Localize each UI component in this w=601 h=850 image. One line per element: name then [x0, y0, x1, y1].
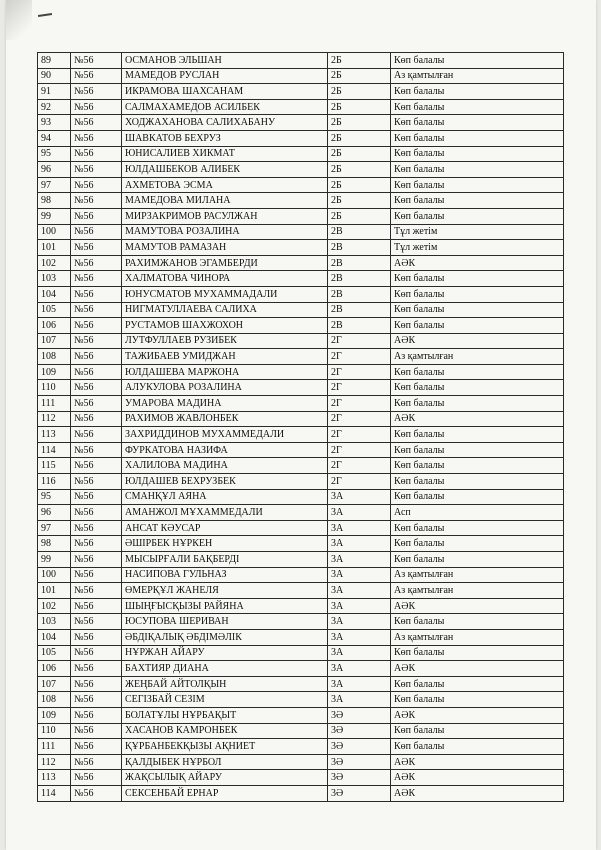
status-cell: АӘК	[391, 770, 564, 786]
class-cell: 2Б	[328, 99, 391, 115]
status-cell: Көп балалы	[391, 474, 564, 490]
class-cell: 2В	[328, 224, 391, 240]
row-number-cell: 100	[38, 567, 71, 583]
row-number-cell: 109	[38, 707, 71, 723]
status-cell: Көп балалы	[391, 614, 564, 630]
class-cell: 2В	[328, 271, 391, 287]
row-number-cell: 103	[38, 271, 71, 287]
class-cell: 3А	[328, 552, 391, 568]
row-number-cell: 102	[38, 598, 71, 614]
status-cell: Көп балалы	[391, 676, 564, 692]
status-cell: Көп балалы	[391, 442, 564, 458]
school-cell: №56	[71, 286, 122, 302]
table-row	[38, 474, 564, 490]
table-row	[38, 707, 564, 723]
school-cell: №56	[71, 396, 122, 412]
class-cell: 2Б	[328, 115, 391, 131]
status-cell: Аз қамтылған	[391, 68, 564, 84]
table-row	[38, 411, 564, 427]
class-cell: 2Г	[328, 474, 391, 490]
table-row	[38, 598, 564, 614]
status-cell: Көп балалы	[391, 489, 564, 505]
table-row	[38, 302, 564, 318]
school-cell: №56	[71, 785, 122, 801]
school-cell: №56	[71, 99, 122, 115]
row-number-cell: 108	[38, 692, 71, 708]
class-cell: 2Б	[328, 193, 391, 209]
row-number-cell: 99	[38, 208, 71, 224]
table-row	[38, 489, 564, 505]
student-name-cell: АЛУКУЛОВА РОЗАЛИНА	[122, 380, 328, 396]
student-name-cell: ӨМЕРҚҰЛ ЖАНЕЛЯ	[122, 583, 328, 599]
student-name-cell: НАСИПОВА ГУЛЬНАЗ	[122, 567, 328, 583]
school-cell: №56	[71, 333, 122, 349]
row-number-cell: 112	[38, 411, 71, 427]
status-cell: Көп балалы	[391, 536, 564, 552]
table-row	[38, 520, 564, 536]
row-number-cell: 108	[38, 349, 71, 365]
student-name-cell: БАХТИЯР ДИАНА	[122, 661, 328, 677]
class-cell: 2Б	[328, 130, 391, 146]
status-cell: Көп балалы	[391, 645, 564, 661]
table-row	[38, 333, 564, 349]
school-cell: №56	[71, 629, 122, 645]
table-row	[38, 567, 564, 583]
table-row	[38, 271, 564, 287]
school-cell: №56	[71, 661, 122, 677]
row-number-cell: 100	[38, 224, 71, 240]
status-cell: Көп балалы	[391, 193, 564, 209]
status-cell: Көп балалы	[391, 53, 564, 69]
class-cell: 3Ә	[328, 770, 391, 786]
student-name-cell: ИКРАМОВА ШАХСАНАМ	[122, 84, 328, 100]
class-cell: 3А	[328, 614, 391, 630]
table-row	[38, 53, 564, 69]
status-cell: Көп балалы	[391, 177, 564, 193]
status-cell: Көп балалы	[391, 146, 564, 162]
table-row	[38, 146, 564, 162]
table-row	[38, 286, 564, 302]
table-row	[38, 739, 564, 755]
student-name-cell: ХАЛИЛОВА МАДИНА	[122, 458, 328, 474]
school-cell: №56	[71, 411, 122, 427]
table-row	[38, 208, 564, 224]
school-cell: №56	[71, 130, 122, 146]
class-cell: 2Б	[328, 162, 391, 178]
roster-body	[38, 53, 564, 802]
row-number-cell: 98	[38, 193, 71, 209]
school-cell: №56	[71, 146, 122, 162]
status-cell: Асп	[391, 505, 564, 521]
table-row	[38, 224, 564, 240]
row-number-cell: 94	[38, 130, 71, 146]
student-name-cell: СЕГІЗБАЙ СЕЗІМ	[122, 692, 328, 708]
student-name-cell: ЮЛДАШЕВ БЕХРУЗБЕК	[122, 474, 328, 490]
status-cell: Көп балалы	[391, 692, 564, 708]
class-cell: 3Ә	[328, 785, 391, 801]
row-number-cell: 107	[38, 676, 71, 692]
school-cell: №56	[71, 240, 122, 256]
class-cell: 2Г	[328, 349, 391, 365]
row-number-cell: 109	[38, 364, 71, 380]
student-name-cell: ЮЛДАШБЕКОВ АЛИБЕК	[122, 162, 328, 178]
status-cell: Көп балалы	[391, 520, 564, 536]
row-number-cell: 89	[38, 53, 71, 69]
class-cell: 2В	[328, 302, 391, 318]
table-row	[38, 240, 564, 256]
class-cell: 3А	[328, 629, 391, 645]
student-name-cell: ЮНУСМАТОВ МУХАММАДАЛИ	[122, 286, 328, 302]
school-cell: №56	[71, 115, 122, 131]
student-name-cell: ЮНИСАЛИЕВ ХИКМАТ	[122, 146, 328, 162]
student-name-cell: МАМУТОВ РАМАЗАН	[122, 240, 328, 256]
row-number-cell: 99	[38, 552, 71, 568]
school-cell: №56	[71, 536, 122, 552]
student-name-cell: ӘШІРБЕК НҰРКЕН	[122, 536, 328, 552]
status-cell: Көп балалы	[391, 427, 564, 443]
student-name-cell: ФУРКАТОВА НАЗИФА	[122, 442, 328, 458]
student-name-cell: ХАСАНОВ КАМРОНБЕК	[122, 723, 328, 739]
student-name-cell: ХАЛМАТОВА ЧИНОРА	[122, 271, 328, 287]
row-number-cell: 92	[38, 99, 71, 115]
student-name-cell: ЛУТФУЛЛАЕВ РУЗИБЕК	[122, 333, 328, 349]
school-cell: №56	[71, 598, 122, 614]
school-cell: №56	[71, 68, 122, 84]
row-number-cell: 97	[38, 177, 71, 193]
school-cell: №56	[71, 193, 122, 209]
table-row	[38, 505, 564, 521]
school-cell: №56	[71, 318, 122, 334]
row-number-cell: 95	[38, 146, 71, 162]
student-name-cell: МЫСЫРҒАЛИ БАҚБЕРДІ	[122, 552, 328, 568]
status-cell: Аз қамтылған	[391, 349, 564, 365]
student-name-cell: РАХИМОВ ЖАВЛОНБЕК	[122, 411, 328, 427]
table-row	[38, 583, 564, 599]
status-cell: Көп балалы	[391, 115, 564, 131]
status-cell: АӘК	[391, 661, 564, 677]
row-number-cell: 93	[38, 115, 71, 131]
table-row	[38, 115, 564, 131]
status-cell: Көп балалы	[391, 286, 564, 302]
student-name-cell: ӘБДІҚАЛЫҚ ӘБДІМӘЛІК	[122, 629, 328, 645]
school-cell: №56	[71, 162, 122, 178]
row-number-cell: 91	[38, 84, 71, 100]
student-name-cell: ШЫҢҒЫСҚЫЗЫ РАЙЯНА	[122, 598, 328, 614]
class-cell: 2В	[328, 255, 391, 271]
school-cell: №56	[71, 474, 122, 490]
class-cell: 2В	[328, 318, 391, 334]
table-row	[38, 645, 564, 661]
class-cell: 3Ә	[328, 754, 391, 770]
row-number-cell: 110	[38, 723, 71, 739]
status-cell: АӘК	[391, 333, 564, 349]
row-number-cell: 115	[38, 458, 71, 474]
school-cell: №56	[71, 692, 122, 708]
table-row	[38, 692, 564, 708]
student-name-cell: МИРЗАКРИМОВ РАСУЛЖАН	[122, 208, 328, 224]
table-row	[38, 770, 564, 786]
table-row	[38, 661, 564, 677]
school-cell: №56	[71, 489, 122, 505]
table-row	[38, 536, 564, 552]
school-cell: №56	[71, 676, 122, 692]
status-cell: Көп балалы	[391, 130, 564, 146]
row-number-cell: 104	[38, 286, 71, 302]
class-cell: 3А	[328, 489, 391, 505]
student-name-cell: ЗАХРИДДИНОВ МУХАММЕДАЛИ	[122, 427, 328, 443]
table-row	[38, 255, 564, 271]
table-row	[38, 552, 564, 568]
class-cell: 3Ә	[328, 739, 391, 755]
status-cell: Көп балалы	[391, 739, 564, 755]
row-number-cell: 102	[38, 255, 71, 271]
row-number-cell: 95	[38, 489, 71, 505]
status-cell: АӘК	[391, 754, 564, 770]
school-cell: №56	[71, 427, 122, 443]
document-page	[6, 0, 596, 850]
student-name-cell: МАМЕДОВ РУСЛАН	[122, 68, 328, 84]
table-row	[38, 84, 564, 100]
table-row	[38, 380, 564, 396]
status-cell: АӘК	[391, 598, 564, 614]
student-name-cell: АНСАТ КӘУСАР	[122, 520, 328, 536]
student-name-cell: РУСТАМОВ ШАХЖОХОН	[122, 318, 328, 334]
school-cell: №56	[71, 380, 122, 396]
class-cell: 2Г	[328, 380, 391, 396]
status-cell: Көп балалы	[391, 380, 564, 396]
student-name-cell: УМАРОВА МАДИНА	[122, 396, 328, 412]
table-row	[38, 396, 564, 412]
row-number-cell: 101	[38, 583, 71, 599]
student-name-cell: ХОДЖАХАНОВА САЛИХАБАНУ	[122, 115, 328, 131]
table-row	[38, 754, 564, 770]
student-name-cell: ЖАҚСЫЛЫҚ АЙАРУ	[122, 770, 328, 786]
student-name-cell: СМАНҚҰЛ АЯНА	[122, 489, 328, 505]
student-name-cell: НИГМАТУЛЛАЕВА САЛИХА	[122, 302, 328, 318]
status-cell: Көп балалы	[391, 723, 564, 739]
school-cell: №56	[71, 349, 122, 365]
school-cell: №56	[71, 614, 122, 630]
table-row	[38, 99, 564, 115]
status-cell: Көп балалы	[391, 552, 564, 568]
pen-mark	[38, 13, 52, 17]
row-number-cell: 98	[38, 536, 71, 552]
student-name-cell: СЕКСЕНБАЙ ЕРНАР	[122, 785, 328, 801]
school-cell: №56	[71, 458, 122, 474]
school-cell: №56	[71, 302, 122, 318]
status-cell: АӘК	[391, 411, 564, 427]
class-cell: 3А	[328, 645, 391, 661]
status-cell: Аз қамтылған	[391, 629, 564, 645]
class-cell: 2Б	[328, 53, 391, 69]
class-cell: 2Б	[328, 177, 391, 193]
class-cell: 2Г	[328, 396, 391, 412]
status-cell: АӘК	[391, 707, 564, 723]
student-name-cell: АМАНЖОЛ МҰХАММЕДАЛИ	[122, 505, 328, 521]
class-cell: 3А	[328, 676, 391, 692]
school-cell: №56	[71, 177, 122, 193]
class-cell: 2Г	[328, 442, 391, 458]
class-cell: 3А	[328, 598, 391, 614]
row-number-cell: 106	[38, 661, 71, 677]
student-name-cell: РАХИМЖАНОВ ЭГАМБЕРДИ	[122, 255, 328, 271]
status-cell: Көп балалы	[391, 364, 564, 380]
school-cell: №56	[71, 505, 122, 521]
row-number-cell: 110	[38, 380, 71, 396]
row-number-cell: 107	[38, 333, 71, 349]
row-number-cell: 103	[38, 614, 71, 630]
school-cell: №56	[71, 754, 122, 770]
school-cell: №56	[71, 53, 122, 69]
row-number-cell: 114	[38, 442, 71, 458]
student-name-cell: ЮЛДАШЕВА МАРЖОНА	[122, 364, 328, 380]
class-cell: 3А	[328, 567, 391, 583]
status-cell: Көп балалы	[391, 302, 564, 318]
class-cell: 2Б	[328, 208, 391, 224]
status-cell: Аз қамтылған	[391, 583, 564, 599]
table-row	[38, 68, 564, 84]
row-number-cell: 116	[38, 474, 71, 490]
table-row	[38, 364, 564, 380]
table-row	[38, 349, 564, 365]
row-number-cell: 96	[38, 162, 71, 178]
class-cell: 2Г	[328, 364, 391, 380]
class-cell: 2В	[328, 240, 391, 256]
row-number-cell: 113	[38, 770, 71, 786]
student-name-cell: ОСМАНОВ ЭЛЬШАН	[122, 53, 328, 69]
class-cell: 3А	[328, 520, 391, 536]
status-cell: АӘК	[391, 255, 564, 271]
school-cell: №56	[71, 224, 122, 240]
row-number-cell: 111	[38, 739, 71, 755]
student-name-cell: МАМЕДОВА МИЛАНА	[122, 193, 328, 209]
table-row	[38, 785, 564, 801]
row-number-cell: 113	[38, 427, 71, 443]
row-number-cell: 96	[38, 505, 71, 521]
student-name-cell: МАМУТОВА РОЗАЛИНА	[122, 224, 328, 240]
student-name-cell: ҚАЛДЫБЕК НҰРБОЛ	[122, 754, 328, 770]
school-cell: №56	[71, 770, 122, 786]
school-cell: №56	[71, 567, 122, 583]
status-cell: Аз қамтылған	[391, 567, 564, 583]
school-cell: №56	[71, 707, 122, 723]
school-cell: №56	[71, 739, 122, 755]
status-cell: Тұл жетім	[391, 224, 564, 240]
status-cell: Көп балалы	[391, 99, 564, 115]
table-row	[38, 130, 564, 146]
student-name-cell: ҚҰРБАНБЕКҚЫЗЫ АҚНИЕТ	[122, 739, 328, 755]
class-cell: 3А	[328, 583, 391, 599]
page-edge-shadow	[6, 0, 32, 40]
school-cell: №56	[71, 442, 122, 458]
class-cell: 2Г	[328, 427, 391, 443]
row-number-cell: 105	[38, 645, 71, 661]
school-cell: №56	[71, 364, 122, 380]
student-name-cell: ЖЕҢБАЙ АЙТОЛҚЫН	[122, 676, 328, 692]
student-name-cell: АХМЕТОВА ЭСМА	[122, 177, 328, 193]
table-row	[38, 676, 564, 692]
table-row	[38, 318, 564, 334]
school-cell: №56	[71, 255, 122, 271]
row-number-cell: 114	[38, 785, 71, 801]
status-cell: Көп балалы	[391, 208, 564, 224]
row-number-cell: 111	[38, 396, 71, 412]
table-row	[38, 614, 564, 630]
table-row	[38, 442, 564, 458]
status-cell: Көп балалы	[391, 396, 564, 412]
status-cell: Көп балалы	[391, 271, 564, 287]
school-cell: №56	[71, 84, 122, 100]
row-number-cell: 106	[38, 318, 71, 334]
student-roster-table	[37, 52, 564, 802]
school-cell: №56	[71, 552, 122, 568]
class-cell: 2Г	[328, 411, 391, 427]
row-number-cell: 90	[38, 68, 71, 84]
class-cell: 2Г	[328, 458, 391, 474]
student-name-cell: БОЛАТҰЛЫ НҰРБАҚЫТ	[122, 707, 328, 723]
status-cell: Көп балалы	[391, 318, 564, 334]
row-number-cell: 104	[38, 629, 71, 645]
school-cell: №56	[71, 520, 122, 536]
class-cell: 3Ә	[328, 707, 391, 723]
status-cell: АӘК	[391, 785, 564, 801]
student-name-cell: НҰРЖАН АЙАРУ	[122, 645, 328, 661]
row-number-cell: 105	[38, 302, 71, 318]
row-number-cell: 112	[38, 754, 71, 770]
class-cell: 2В	[328, 286, 391, 302]
row-number-cell: 101	[38, 240, 71, 256]
class-cell: 3А	[328, 661, 391, 677]
status-cell: Көп балалы	[391, 162, 564, 178]
table-row	[38, 458, 564, 474]
school-cell: №56	[71, 645, 122, 661]
class-cell: 3А	[328, 505, 391, 521]
class-cell: 2Б	[328, 146, 391, 162]
class-cell: 2Б	[328, 68, 391, 84]
student-name-cell: САЛМАХАМЕДОВ АСИЛБЕК	[122, 99, 328, 115]
status-cell: Көп балалы	[391, 458, 564, 474]
class-cell: 3А	[328, 692, 391, 708]
table-row	[38, 193, 564, 209]
table-row	[38, 629, 564, 645]
table-row	[38, 162, 564, 178]
status-cell: Тұл жетім	[391, 240, 564, 256]
school-cell: №56	[71, 723, 122, 739]
table-row	[38, 723, 564, 739]
row-number-cell: 97	[38, 520, 71, 536]
class-cell: 2Б	[328, 84, 391, 100]
student-name-cell: ЮСУПОВА ШЕРИВАН	[122, 614, 328, 630]
class-cell: 3А	[328, 536, 391, 552]
status-cell: Көп балалы	[391, 84, 564, 100]
school-cell: №56	[71, 208, 122, 224]
student-name-cell: ТАЖИБАЕВ УМИДЖАН	[122, 349, 328, 365]
school-cell: №56	[71, 271, 122, 287]
class-cell: 2Г	[328, 333, 391, 349]
table-row	[38, 427, 564, 443]
school-cell: №56	[71, 583, 122, 599]
table-row	[38, 177, 564, 193]
student-name-cell: ШАВКАТОВ БЕХРУЗ	[122, 130, 328, 146]
class-cell: 3Ә	[328, 723, 391, 739]
